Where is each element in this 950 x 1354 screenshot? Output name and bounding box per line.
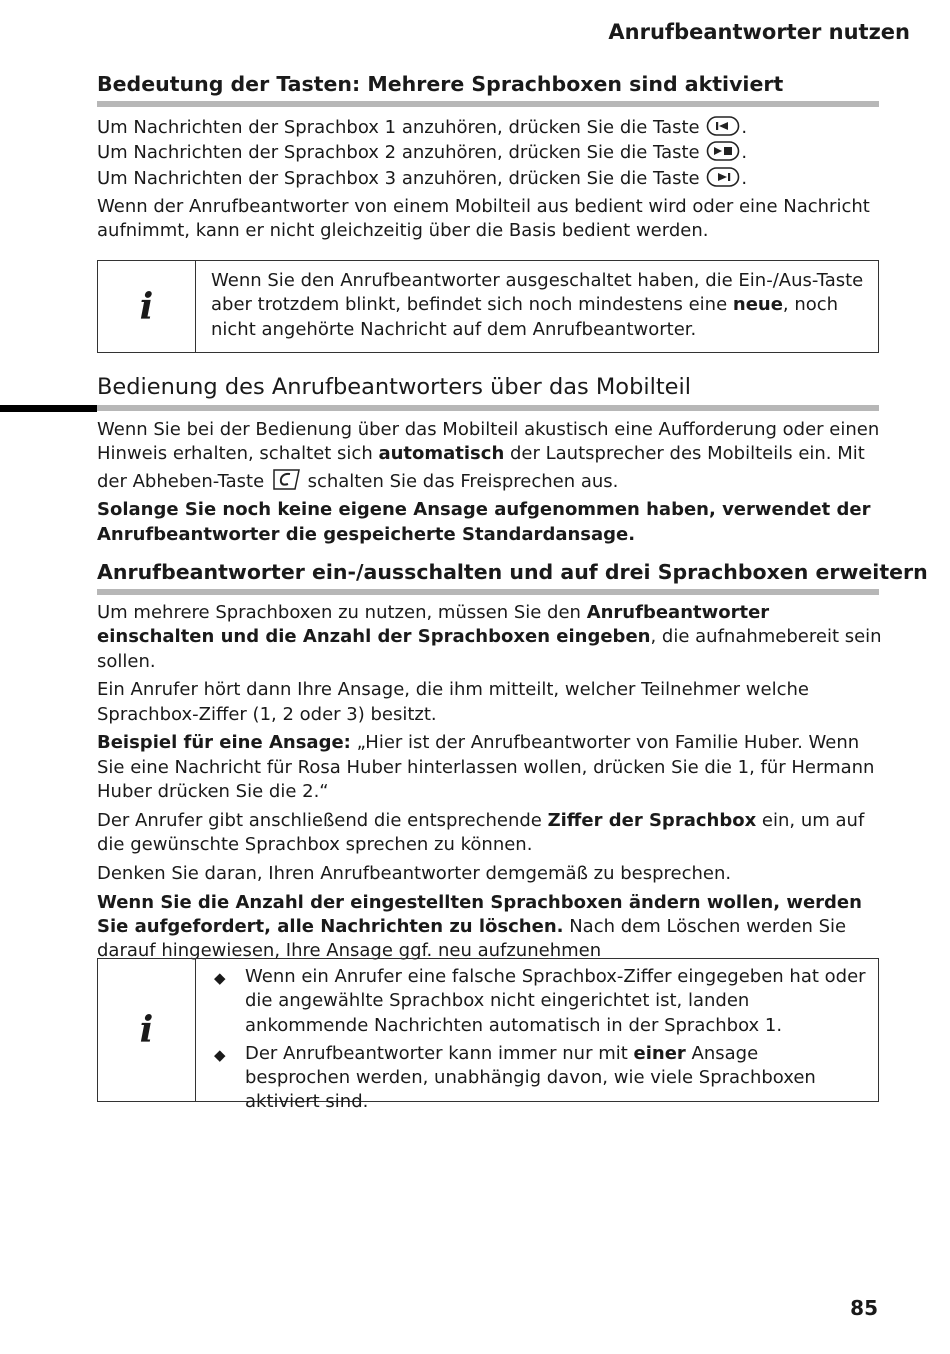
mailbox-paragraph-3: Beispiel für eine Ansage: „Hier ist der Anrufbeantworter von Familie Huber. Wenn Sie eine Nachricht für Rosa Huber hinterlassen wollen, drücken Sie die 1, für Hermann Huber drücken Sie die 2.“	[97, 732, 875, 803]
section-keys-body	[97, 115, 882, 243]
info-note-list	[212, 965, 866, 1115]
talk-key-icon	[271, 467, 301, 491]
section-heading-keys: Bedeutung der Tasten: Mehrere Sprachboxen sind aktiviert	[97, 72, 784, 96]
heading-rule	[97, 101, 879, 107]
info-note-text: Wenn Sie den Anrufbeantworter ausgeschaltet haben, die Ein-/Aus-Taste aber trotzdem blinkt, befindet sich noch mindestens eine neue, noch nicht angehörte Nachricht auf dem Anrufbeantworter.	[211, 270, 864, 340]
section-mailboxes-body	[97, 601, 882, 964]
section-heading-mailboxes: Anrufbeantworter ein-/ausschalten und auf drei Sprachboxen erweitern	[97, 560, 928, 584]
heading-rule	[97, 589, 879, 595]
key-line-1: Um Nachrichten der Sprachbox 1 anzuhören, drücken Sie die Taste .	[97, 117, 748, 138]
key-line-2: Um Nachrichten der Sprachbox 2 anzuhören, drücken Sie die Taste .	[97, 142, 748, 164]
section-handset-body	[97, 418, 882, 547]
chapter-marker-bar	[0, 405, 97, 412]
mailbox-paragraph-5: Denken Sie daran, Ihren Anrufbeantworter demgemäß zu besprechen.	[97, 862, 732, 884]
handset-paragraph: Wenn Sie bei der Bedienung über das Mobilteil akustisch eine Aufforderung oder einen Hinweis erhalten, schaltet sich automatisch der Lautsprecher des Mobilteils ein. Mit der Abheben-Taste schalten Sie das Freisprechen aus.	[97, 419, 880, 492]
diamond-bullet-icon: ◆	[214, 1045, 226, 1064]
key-line-3: Um Nachrichten der Sprachbox 3 anzuhören, drücken Sie die Taste .	[97, 167, 748, 189]
list-item: ◆ Der Anrufbeantworter kann immer nur mit einer Ansage besprochen werden, unabhängig davon, wie viele Sprachboxen aktiviert sind.	[214, 1042, 816, 1113]
info-note-box	[97, 958, 879, 1113]
info-icon: i	[98, 261, 196, 352]
mailbox-paragraph-1: Um mehrere Sprachboxen zu nutzen, müssen Sie den Anrufbeantworter einschalten und die Anzahl der Sprachboxen eingeben, die aufnahmebereit sein sollen.	[97, 602, 882, 672]
play-stop-key-icon	[706, 140, 740, 162]
info-note-box	[97, 260, 879, 353]
info-icon: i	[98, 959, 196, 1101]
list-item: ◆ Wenn ein Anrufer eine falsche Sprachbox-Ziffer eingegeben hat oder die angewählte Sprachbox nicht eingerichtet ist, landen ankommende Nachrichten automatisch in der Sprachbox 1.	[214, 966, 866, 1036]
running-header: Anrufbeantworter nutzen	[608, 20, 910, 44]
mailbox-paragraph-6: Wenn Sie die Anzahl der eingestellten Sprachboxen ändern wollen, werden Sie aufgefordert, alle Nachrichten zu löschen. Nach dem Löschen werden Sie darauf hingewiesen, Ihre Ansage ggf. neu aufzunehmen	[97, 891, 862, 962]
skip-back-key-icon	[706, 115, 740, 137]
heading-rule	[97, 405, 879, 411]
section-heading-handset: Bedienung des Anrufbeantworters über das Mobilteil	[97, 374, 692, 400]
basis-paragraph: Wenn der Anrufbeantworter von einem Mobilteil aus bedient wird oder eine Nachricht aufnimmt, kann er nicht gleichzeitig über die Basis bedient werden.	[97, 195, 870, 242]
page-number: 85	[850, 1296, 878, 1320]
skip-forward-key-icon	[706, 166, 740, 188]
default-greeting-note: Solange Sie noch keine eigene Ansage aufgenommen haben, verwendet der Anrufbeantworter die gespeicherte Standardansage.	[97, 499, 871, 545]
mailbox-paragraph-2: Ein Anrufer hört dann Ihre Ansage, die ihm mitteilt, welcher Teilnehmer welche Sprachbox-Ziffer (1, 2 oder 3) besitzt.	[97, 679, 809, 725]
diamond-bullet-icon: ◆	[214, 969, 226, 987]
mailbox-paragraph-4: Der Anrufer gibt anschließend die entsprechende Ziffer der Sprachbox ein, um auf die gewünschte Sprachbox sprechen zu können.	[97, 809, 865, 856]
